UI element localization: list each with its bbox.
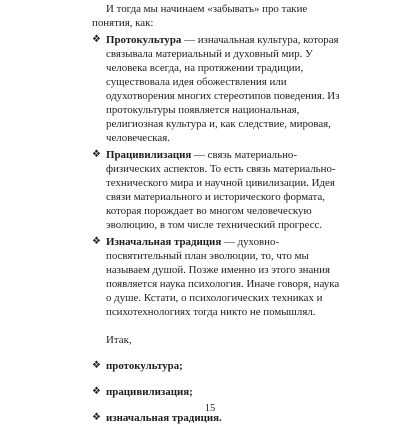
definition-text: — изначальная культура, которая связывала материальный и духовный мир. У человека всегда, на протяжении традиции, существовала идея обожествления или одухотворения многих стереотипов поведения. Из протокультуры появляется национальная, религиозная культура и, как следствие, мировая, человеческая.: [106, 34, 340, 144]
spacer: [92, 319, 340, 333]
intro-paragraph: И тогда мы начинаем «забывать» про такие понятия, как:: [92, 3, 308, 29]
term: Изначальная традиция: [106, 236, 222, 248]
term: Протокультура: [106, 34, 182, 46]
definition-protoculture: [92, 33, 340, 145]
definition-pracivilization: [92, 148, 340, 232]
summary-item: [92, 359, 340, 373]
summary-term: протокультура;: [106, 360, 183, 372]
summary-item: [92, 385, 340, 399]
diamond-bullet-icon: ❖: [92, 360, 101, 371]
term: Працивилизация: [106, 149, 192, 161]
diamond-bullet-icon: ❖: [92, 149, 101, 160]
summary-term: працивилизация;: [106, 386, 193, 398]
definition-text: — духовно-посвятительный план эволюции, то, что мы называем душой. Позже именно из этого знания появляется наука психология. Иначе говоря, наука о душе. Кстати, о психологических техниках и психотехнологиях тогда никто не помышлял.: [106, 236, 340, 318]
definition-original-tradition: [92, 235, 340, 319]
page-text: [92, 2, 340, 425]
page-number: 15: [204, 403, 216, 414]
diamond-bullet-icon: ❖: [92, 412, 101, 423]
diamond-bullet-icon: ❖: [92, 34, 101, 45]
diamond-bullet-icon: ❖: [92, 386, 101, 397]
definition-text: — связь материально-физических аспектов. То есть связь материально-технического мира и научной цивилизации. Идея связи материального и исторического формата, которая порождает во многом человеческую эволюцию, в том числе технический прогресс.: [106, 149, 336, 231]
diamond-bullet-icon: ❖: [92, 236, 101, 247]
itak-paragraph: Итак,: [106, 334, 132, 346]
summary-term: изначальная традиция.: [106, 412, 222, 424]
